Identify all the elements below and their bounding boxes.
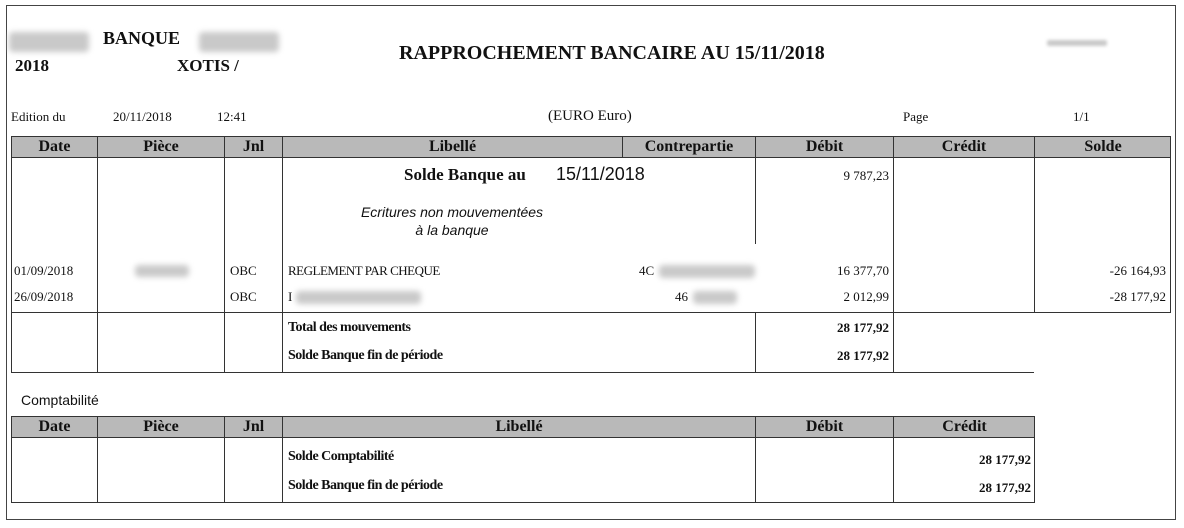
grid-line bbox=[11, 502, 1035, 503]
col-credit: Crédit bbox=[894, 137, 1035, 157]
col-solde: Solde bbox=[1084, 138, 1122, 155]
grid-line bbox=[1170, 158, 1171, 312]
col-jnl: Jnl bbox=[225, 137, 283, 157]
currency-label: (EURO Euro) bbox=[548, 108, 632, 124]
redacted-bank-name bbox=[199, 32, 279, 52]
grid-line bbox=[11, 312, 1171, 313]
edition-label: Edition du bbox=[11, 109, 66, 124]
row1-jnl: OBC bbox=[230, 263, 257, 278]
report-year: 2018 bbox=[15, 56, 49, 75]
col-libelle: Libellé bbox=[283, 137, 623, 157]
col-debit: Débit bbox=[756, 417, 894, 437]
grid-line bbox=[282, 438, 283, 502]
redacted-contrepartie bbox=[693, 291, 737, 304]
redacted-piece bbox=[135, 265, 189, 277]
col-libelle: Libellé bbox=[283, 417, 756, 437]
report-page bbox=[6, 5, 1176, 520]
report-title: RAPPROCHEMENT BANCAIRE AU 15/11/2018 bbox=[399, 42, 825, 64]
grid-line bbox=[893, 158, 894, 372]
col-piece: Pièce bbox=[98, 137, 225, 157]
opening-date: 15/11/2018 bbox=[556, 164, 645, 184]
grid-line bbox=[282, 158, 283, 372]
row1-libelle: REGLEMENT PAR CHEQUE bbox=[288, 263, 440, 278]
accounting-table bbox=[11, 416, 1035, 504]
grid-line bbox=[1034, 438, 1035, 502]
row2-debit: 2 012,99 bbox=[843, 289, 889, 304]
accounting-row1-label: Solde Comptabilité bbox=[288, 449, 394, 464]
bank-reconciliation-table bbox=[11, 136, 1171, 363]
grid-line bbox=[11, 372, 1034, 373]
row2-libelle: I bbox=[288, 289, 293, 304]
col-piece: Pièce bbox=[98, 417, 225, 437]
grid-line bbox=[97, 438, 98, 502]
accounting-row2-label: Solde Banque fin de période bbox=[288, 478, 443, 493]
redacted-libelle bbox=[296, 291, 421, 304]
row2-solde: -28 177,92 bbox=[1109, 289, 1166, 304]
col-debit: Débit bbox=[756, 137, 894, 157]
edition-date: 20/11/2018 bbox=[113, 109, 172, 124]
col-date: Date bbox=[12, 137, 98, 157]
end-debit: 28 177,92 bbox=[837, 348, 889, 363]
col-credit: Crédit bbox=[942, 418, 987, 435]
row1-date: 01/09/2018 bbox=[14, 263, 74, 278]
grid-line bbox=[97, 158, 98, 372]
row1-contrepartie: 4C bbox=[639, 263, 655, 278]
redacted-bank-code bbox=[9, 32, 89, 52]
accounting-row2-credit: 28 177,92 bbox=[979, 480, 1031, 495]
row1-debit: 16 377,70 bbox=[837, 263, 889, 278]
edition-time: 12:41 bbox=[217, 109, 247, 124]
row2-jnl: OBC bbox=[230, 289, 257, 304]
accounting-row1-credit: 28 177,92 bbox=[979, 452, 1031, 467]
grid-line bbox=[11, 438, 12, 502]
col-date: Date bbox=[12, 417, 98, 437]
grid-line bbox=[224, 158, 225, 372]
section-line-2: à la banque bbox=[415, 222, 489, 238]
section-line-1: Ecritures non mouvementées bbox=[360, 204, 544, 220]
total-label: Total des mouvements bbox=[288, 320, 411, 335]
grid-line bbox=[11, 158, 12, 372]
redacted-contrepartie bbox=[659, 265, 755, 278]
grid-line bbox=[755, 438, 756, 502]
opening-label: Solde Banque au bbox=[404, 165, 526, 184]
page-label: Page bbox=[903, 109, 929, 124]
bank-label: BANQUE bbox=[103, 28, 181, 48]
row1-solde: -26 164,93 bbox=[1109, 263, 1166, 278]
bank-table-header bbox=[11, 136, 1171, 158]
grid-line bbox=[224, 438, 225, 502]
accounting-title: Comptabilité bbox=[21, 392, 99, 408]
page-value: 1/1 bbox=[1073, 109, 1090, 124]
col-jnl: Jnl bbox=[225, 417, 283, 437]
accounting-table-header bbox=[11, 416, 1035, 438]
total-debit: 28 177,92 bbox=[837, 320, 889, 335]
redacted-reference bbox=[1047, 40, 1107, 46]
row2-contrepartie: 46 bbox=[675, 289, 688, 304]
row2-date: 26/09/2018 bbox=[14, 289, 74, 304]
company-name: XOTIS / bbox=[177, 56, 239, 75]
opening-debit: 9 787,23 bbox=[843, 168, 889, 183]
col-contrepartie: Contrepartie bbox=[623, 137, 756, 157]
end-label: Solde Banque fin de période bbox=[288, 348, 443, 363]
